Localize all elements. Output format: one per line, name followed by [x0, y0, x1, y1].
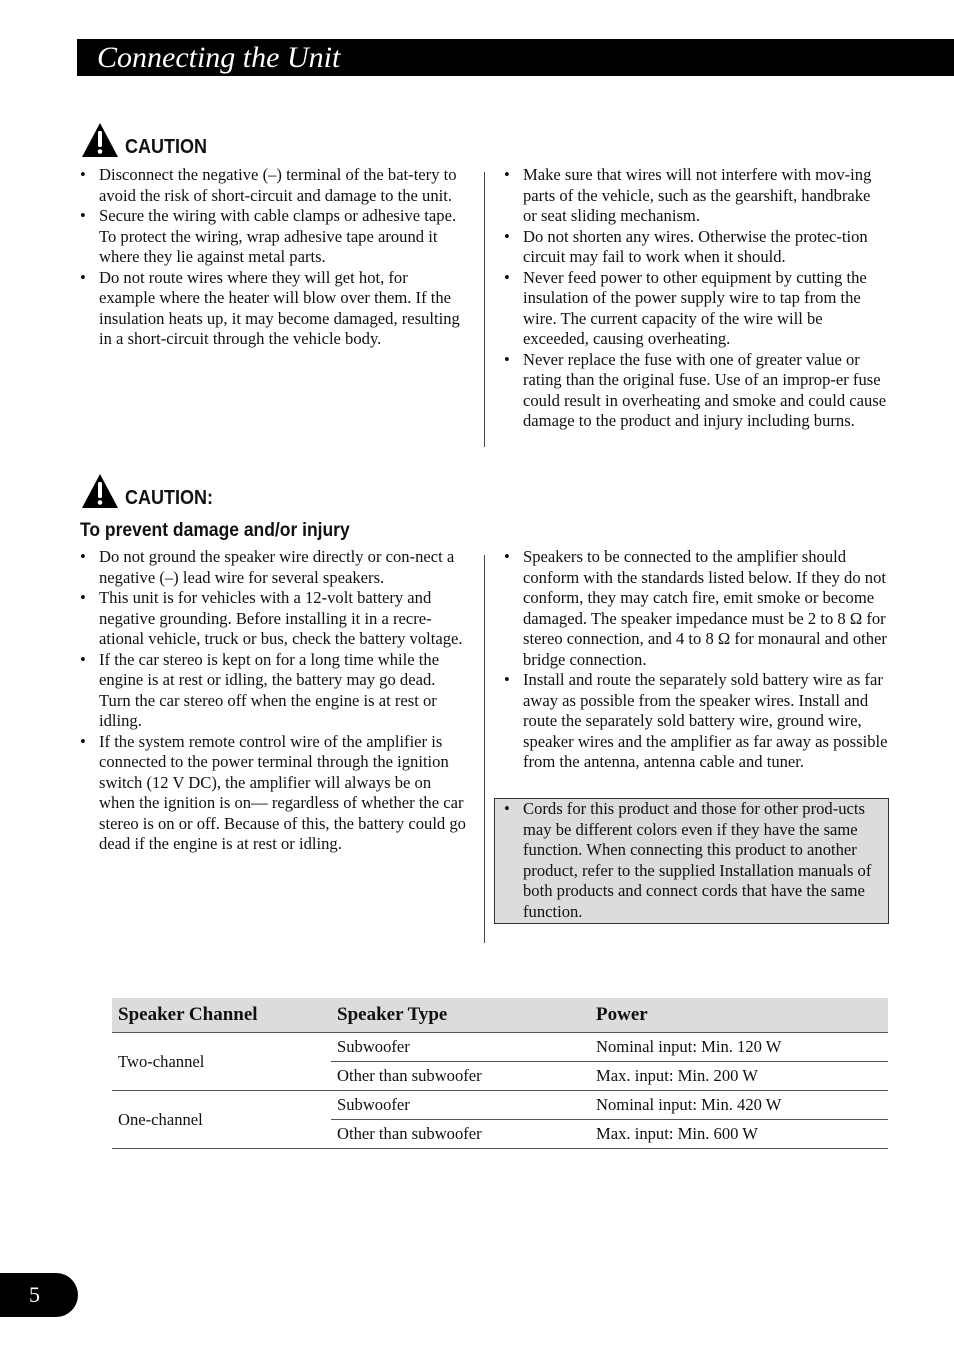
list-item: • Do not route wires where they will get hot, for example where the heater will blow over them. If the insulation heats up, it may become damaged, resulting in a short-circuit through the vehicle body. — [80, 268, 466, 350]
caution-heading-2 — [81, 473, 223, 509]
list-item: • If the car stereo is kept on for a long time while the engine is at rest or idling, the battery may go dead. Turn the car stereo off when the engine is at rest or idling. — [80, 650, 466, 732]
type-cell: Other than subwoofer — [337, 1124, 482, 1143]
column-divider — [484, 555, 485, 943]
table-header-cell: Speaker Channel — [118, 1004, 258, 1025]
list-item: • Never replace the fuse with one of greater value or rating than the original fuse. Use of an improp-er fuse could result in overheating and smoke and could cause damage to the product and injury including burns. — [504, 350, 888, 432]
list-item: • Secure the wiring with cable clamps or adhesive tape. To protect the wiring, wrap adhesive tape around it where they lie against metal parts. — [80, 206, 466, 268]
table-header-cell: Power — [596, 1004, 648, 1025]
table-group — [112, 1091, 888, 1149]
caution-heading-1 — [81, 122, 216, 158]
page-number: 5 — [0, 1273, 78, 1317]
table-row — [331, 1062, 888, 1090]
power-cell: Max. input: Min. 200 W — [596, 1066, 758, 1085]
table-row — [331, 1033, 888, 1062]
type-cell: Other than subwoofer — [337, 1066, 482, 1085]
page-title: Connecting the Unit — [97, 41, 341, 74]
speaker-spec-table — [112, 998, 888, 1149]
table-row — [331, 1091, 888, 1120]
caution-subheading: To prevent damage and/or injury — [80, 520, 350, 541]
type-cell: Subwoofer — [337, 1095, 410, 1114]
column-divider — [484, 172, 485, 447]
table-header-cell: Speaker Type — [337, 1004, 448, 1025]
caution2-left-column — [80, 547, 466, 855]
power-cell: Nominal input: Min. 420 W — [596, 1095, 782, 1114]
channel-cell: One-channel — [118, 1109, 203, 1129]
caution-label: CAUTION: — [125, 487, 213, 509]
table-group — [112, 1033, 888, 1091]
list-item: • If the system remote control wire of the amplifier is connected to the power terminal through the ignition switch (12 V DC), the amplifier will always be on when the ignition is on— regardless of whether the car stereo is on or off. Because of this, the battery could go dead if the engine is at rest or idling. — [80, 732, 466, 855]
table-header-row — [112, 998, 888, 1033]
power-cell: Nominal input: Min. 120 W — [596, 1037, 782, 1056]
list-item: • Disconnect the negative (–) terminal of the bat-tery to avoid the risk of short-circuit and damage to the unit. — [80, 165, 466, 206]
list-item: • Do not shorten any wires. Otherwise the protec-tion circuit may fail to work when it should. — [504, 227, 888, 268]
type-cell: Subwoofer — [337, 1037, 410, 1056]
list-item: • Install and route the separately sold battery wire as far away as possible from the speaker wires. Install and route the separately sold battery wire, ground wire, speaker wires and the amplifier as far away as possible from the antenna, antenna cable and tuner. — [504, 670, 888, 773]
note-box-content — [504, 799, 886, 922]
caution-label: CAUTION — [125, 136, 207, 158]
warning-triangle-icon — [81, 122, 119, 158]
caution2-right-column — [504, 547, 888, 773]
list-item: • Do not ground the speaker wire directly or con-nect a negative (–) lead wire for several speakers. — [80, 547, 466, 588]
table-row — [331, 1120, 888, 1148]
power-cell: Max. input: Min. 600 W — [596, 1124, 758, 1143]
section-title-bar — [77, 39, 954, 76]
list-item: • Never feed power to other equipment by cutting the insulation of the power supply wire to tap from the wire. The current capacity of the wire will be exceeded, causing overheating. — [504, 268, 888, 350]
caution1-right-column — [504, 165, 888, 432]
list-item: • This unit is for vehicles with a 12-volt battery and negative grounding. Before installing it in a recre-ational vehicle, truck or bus, check the battery voltage. — [80, 588, 466, 650]
warning-triangle-icon — [81, 473, 119, 509]
channel-cell: Two-channel — [118, 1051, 205, 1071]
list-item: • Make sure that wires will not interfere with mov-ing parts of the vehicle, such as the gearshift, handbrake or seat sliding mechanism. — [504, 165, 888, 227]
list-item: • Speakers to be connected to the amplifier should conform with the standards listed below. If they do not conform, they may catch fire, emit smoke or become damaged. The speaker impedance must be 2 to 8 Ω for stereo connection, and 4 to 8 Ω for monaural and other bridge connection. — [504, 547, 888, 670]
caution1-left-column — [80, 165, 466, 350]
list-item: • Cords for this product and those for other prod-ucts may be different colors even if they have the same function. When connecting this product to another product, refer to the supplied Installation manuals of both products and connect cords that have the same function. — [504, 799, 886, 922]
